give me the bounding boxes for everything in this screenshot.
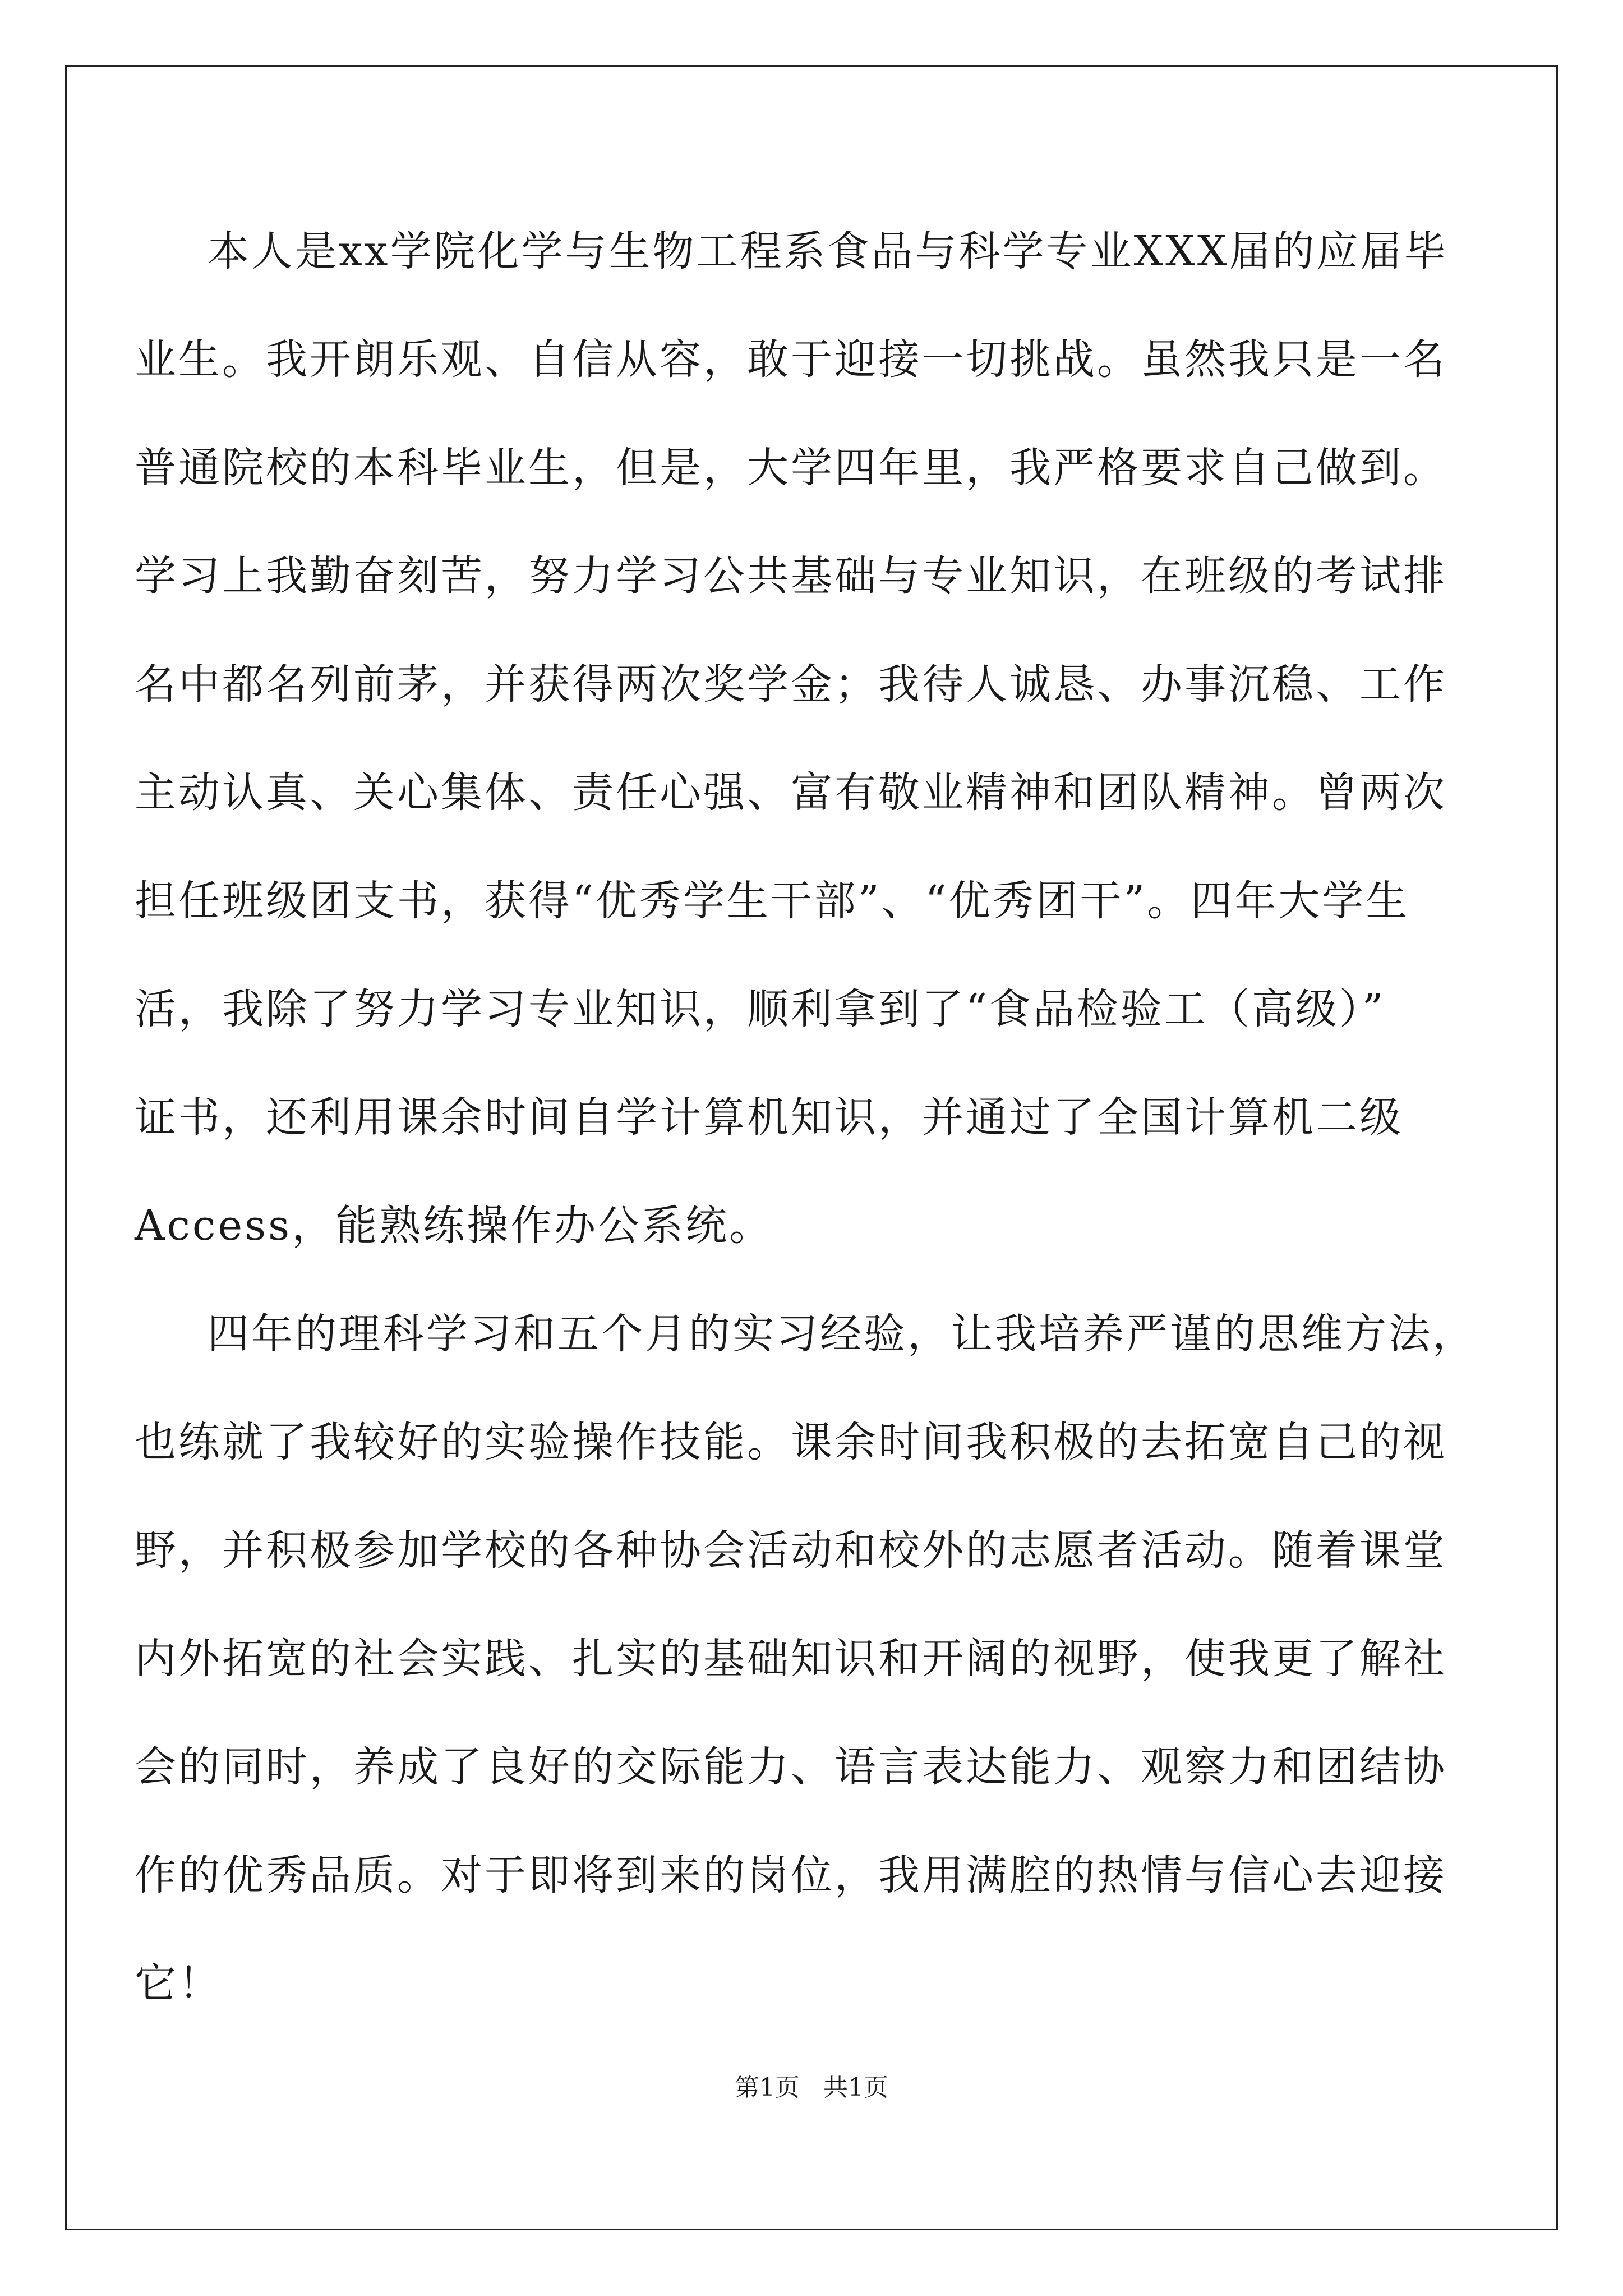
text-line: 内外拓宽的社会实践、扎实的基础知识和开阔的视野，使我更了解社 <box>135 1635 1447 1683</box>
text-line: 业生。我开朗乐观、自信从容，敢于迎接一切挑战。虽然我只是一名 <box>135 335 1447 384</box>
text-line: 担任班级团支书，获得“优秀学生干部”、“优秀团干”。四年大学生 <box>135 877 1410 925</box>
text-line: Access，能熟练操作办公系统。 <box>135 1202 773 1250</box>
text-line: 也练就了我较好的实验操作技能。课余时间我积极的去拓宽自己的视 <box>135 1418 1447 1466</box>
text-line: 作的优秀品质。对于即将到来的岗位，我用满腔的热情与信心去迎接 <box>135 1851 1447 1899</box>
text-line: 活，我除了努力学习专业知识，顺利拿到了“食品检验工（高级）” <box>135 985 1386 1033</box>
text-line: 野，并积极参加学校的各种协会活动和校外的志愿者活动。随着课堂 <box>135 1526 1447 1575</box>
page-border <box>65 65 1558 2230</box>
text-line: 普通院校的本科毕业生，但是，大学四年里，我严格要求自己做到。 <box>135 444 1447 492</box>
text-line: 本人是xx学院化学与生物工程系食品与科学专业XXX届的应届毕 <box>208 227 1448 275</box>
page-number-current: 第1页 <box>735 2073 800 2102</box>
text-line: 名中都名列前茅，并获得两次奖学金；我待人诚恳、办事沉稳、工作 <box>135 660 1447 708</box>
text-line: 学习上我勤奋刻苦，努力学习公共基础与专业知识，在班级的考试排 <box>135 552 1447 600</box>
page-footer <box>0 2073 1623 2102</box>
text-line: 四年的理科学习和五个月的实习经验，让我培养严谨的思维方法， <box>208 1310 1476 1358</box>
text-line: 会的同时，养成了良好的交际能力、语言表达能力、观察力和团结协 <box>135 1743 1447 1791</box>
page-number-total: 共1页 <box>823 2073 888 2102</box>
text-line: 主动认真、关心集体、责任心强、富有敬业精神和团队精神。曾两次 <box>135 769 1447 817</box>
text-line: 它！ <box>135 1959 222 2008</box>
text-line: 证书，还利用课余时间自学计算机知识，并通过了全国计算机二级 <box>135 1093 1403 1142</box>
